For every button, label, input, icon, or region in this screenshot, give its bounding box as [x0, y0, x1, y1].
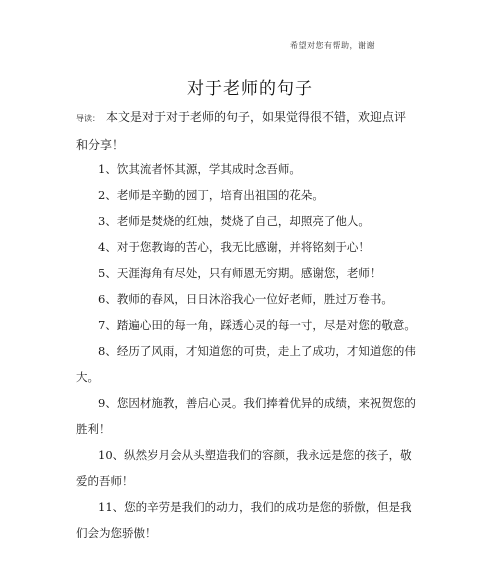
quote-item — [76, 442, 416, 494]
page-title: 对于老师的句子 — [187, 79, 313, 99]
quote-item — [76, 390, 416, 442]
quote-number: 6、 — [98, 292, 117, 306]
quote-number: 1、 — [98, 162, 117, 176]
quote-number: 8、 — [98, 344, 117, 358]
quote-list — [76, 156, 416, 546]
header-note: 希望对您有帮助，谢谢 — [290, 41, 375, 50]
quote-number: 11、 — [98, 500, 125, 514]
quote-text: 您因材施教，善启心灵。我们捧着优异的成绩，来祝贺您的胜利！ — [76, 396, 416, 436]
quote-text: 天涯海角有尽处，只有师恩无穷期。感谢您，老师！ — [116, 266, 382, 280]
quote-item — [76, 286, 416, 312]
quote-item — [76, 208, 416, 234]
quote-text: 饮其流者怀其源，学其成时念吾师。 — [116, 162, 301, 176]
quote-item — [76, 260, 416, 286]
intro-label: 导读： — [76, 114, 100, 123]
quote-number: 5、 — [98, 266, 117, 280]
quote-text: 经历了风雨，才知道您的可贵，走上了成功，才知道您的伟大。 — [76, 344, 416, 384]
quote-item — [76, 156, 416, 182]
quote-number: 4、 — [98, 240, 117, 254]
quote-text: 老师是辛勤的园丁，培育出祖国的花朵。 — [116, 188, 324, 202]
quote-number: 2、 — [98, 188, 117, 202]
quote-number: 7、 — [98, 318, 117, 332]
quote-text: 老师是焚烧的红烛，焚烧了自己，却照亮了他人。 — [116, 214, 370, 228]
quote-item — [76, 234, 416, 260]
quote-number: 9、 — [98, 396, 117, 410]
quote-number: 10、 — [98, 448, 125, 462]
quote-item — [76, 312, 416, 338]
quote-text: 对于您教诲的苦心，我无比感谢，并将铭刻于心！ — [116, 240, 370, 254]
quote-text: 教师的春风，日日沐浴我心一位好老师，胜过万卷书。 — [116, 292, 393, 306]
intro-paragraph — [76, 104, 416, 158]
quote-text: 您的辛劳是我们的动力，我们的成功是您的骄傲，但是我们会为您骄傲！ — [76, 500, 412, 540]
quote-number: 3、 — [98, 214, 117, 228]
quote-text: 踏遍心田的每一角，踩透心灵的每一寸，尽是对您的敬意。 — [116, 318, 416, 332]
quote-text: 纵然岁月会从头塑造我们的容颜，我永远是您的孩子，敬爱的吾师！ — [76, 448, 412, 488]
quote-item — [76, 494, 416, 546]
intro-text: 本文是对于对于老师的句子，如果觉得很不错，欢迎点评和分享！ — [76, 110, 407, 152]
quote-item — [76, 338, 416, 390]
quote-item — [76, 182, 416, 208]
